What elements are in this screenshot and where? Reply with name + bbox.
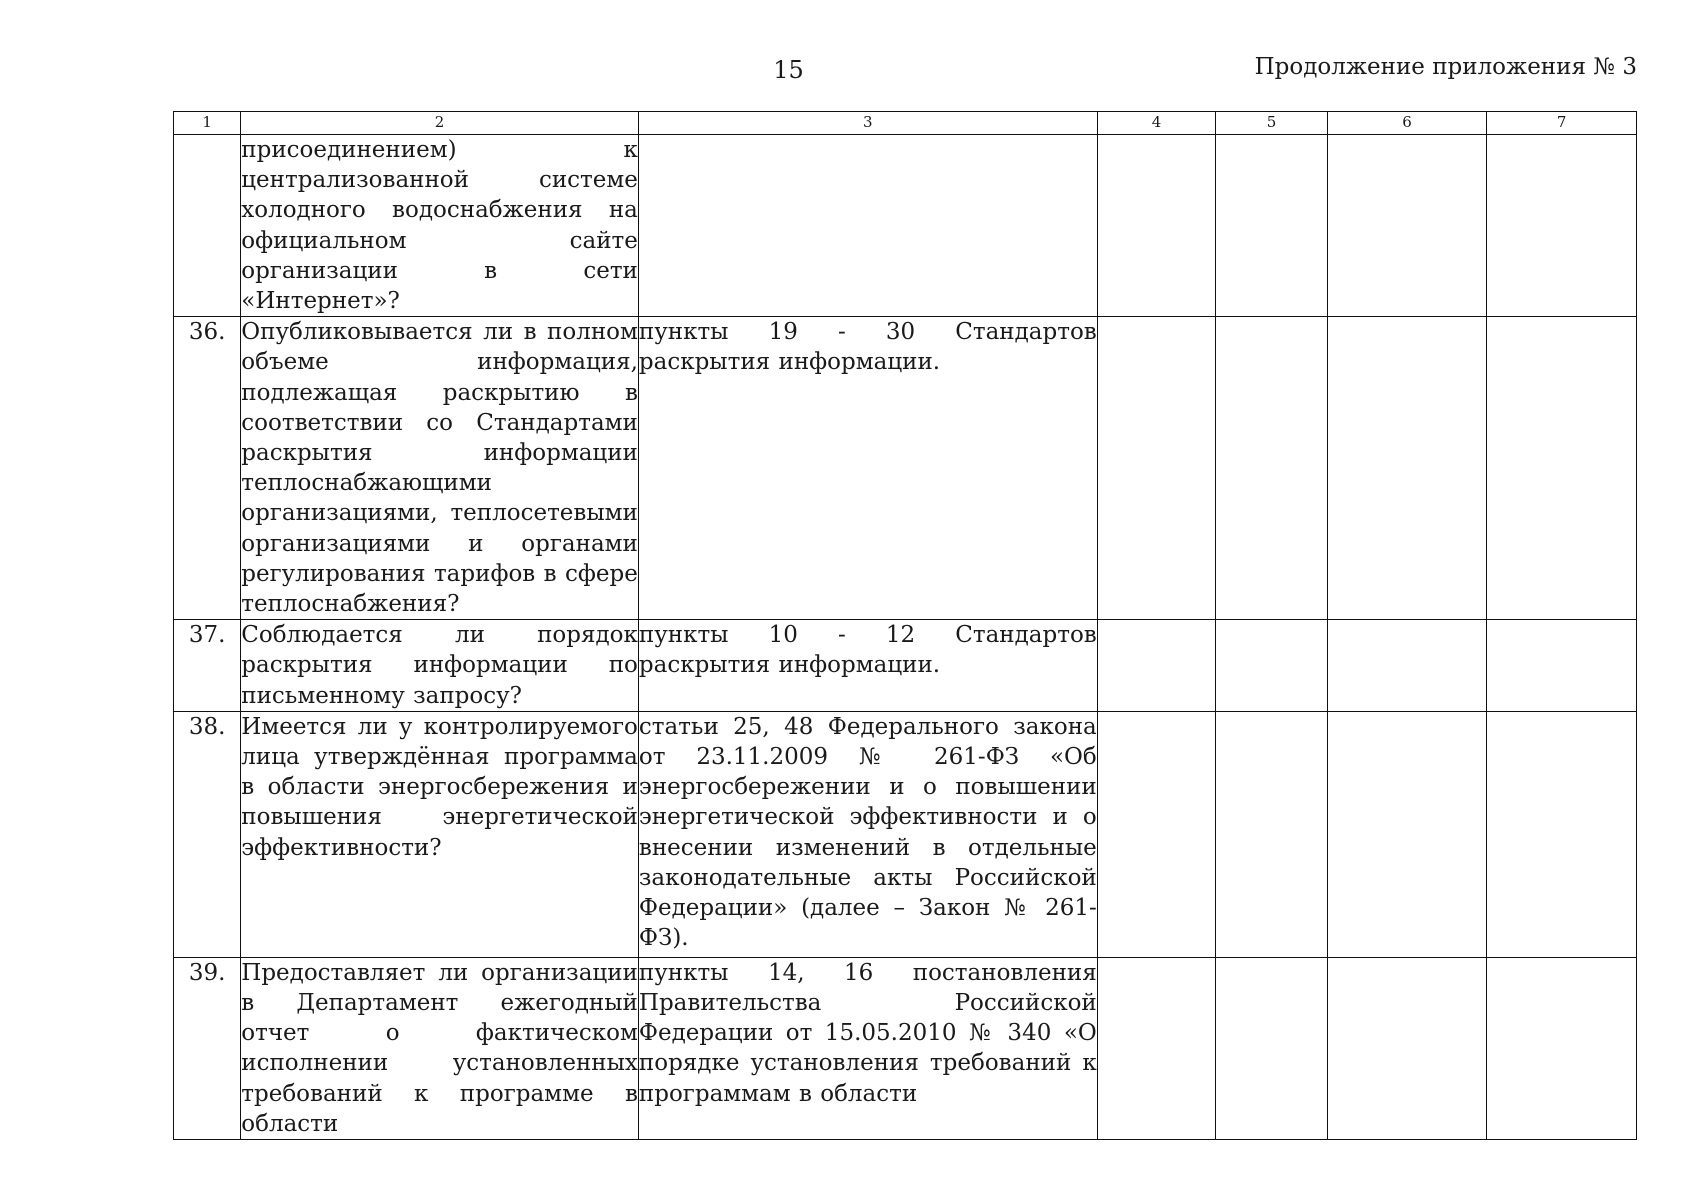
empty-cell (1487, 711, 1637, 957)
legal-reference: пункты 19 - 30 Стандартов раскрытия информации. (638, 317, 1097, 620)
column-header-6: 6 (1327, 112, 1487, 135)
question-text: Соблюдается ли порядок раскрытия информации по письменному запросу? (241, 620, 639, 712)
empty-cell (1097, 620, 1215, 712)
table-row (174, 620, 1637, 712)
column-header-3: 3 (638, 112, 1097, 135)
legal-reference: пункты 14, 16 постановления Правительства Российской Федерации от 15.05.2010 № 340 «О порядке установления требований к программам в области (638, 957, 1097, 1139)
table-row (174, 957, 1637, 1139)
empty-cell (1097, 135, 1215, 317)
column-header-7: 7 (1487, 112, 1637, 135)
legal-reference: пункты 10 - 12 Стандартов раскрытия информации. (638, 620, 1097, 712)
column-header-2: 2 (241, 112, 639, 135)
empty-cell (1097, 317, 1215, 620)
row-number: 38. (174, 711, 241, 957)
empty-cell (1487, 620, 1637, 712)
question-text: Имеется ли у контролируемого лица утверждённая программа в области энергосбережения и повышения энергетической эффективности? (241, 711, 639, 957)
question-text: Опубликовывается ли в полном объеме информация, подлежащая раскрытию в соответствии со Стандартами раскрытия информации теплоснабжающими организациями, теплосетевыми организациями и органами регулирования тарифов в сфере теплоснабжения? (241, 317, 639, 620)
question-text: Предоставляет ли организации в Департамент ежегодный отчет о фактическом исполнении установленных требований к программе в области (241, 957, 639, 1139)
empty-cell (1487, 135, 1637, 317)
empty-cell (1097, 957, 1215, 1139)
inspection-checklist-table (173, 111, 1637, 1140)
column-header-4: 4 (1097, 112, 1215, 135)
column-header-5: 5 (1216, 112, 1327, 135)
row-number: 39. (174, 957, 241, 1139)
empty-cell (1487, 317, 1637, 620)
empty-cell (1216, 957, 1327, 1139)
row-number: 37. (174, 620, 241, 712)
legal-reference (638, 135, 1097, 317)
empty-cell (1216, 317, 1327, 620)
page-number: 15 (773, 56, 804, 84)
legal-reference: статьи 25, 48 Федерального закона от 23.11.2009 № 261-ФЗ «Об энергосбережении и о повышении энергетической эффективности и о внесении изменений в отдельные законодательные акты Российской Федерации» (далее – Закон № 261-ФЗ). (638, 711, 1097, 957)
table-row (174, 711, 1637, 957)
table-row (174, 317, 1637, 620)
empty-cell (1097, 711, 1215, 957)
row-number (174, 135, 241, 317)
empty-cell (1327, 711, 1487, 957)
empty-cell (1487, 957, 1637, 1139)
column-header-1: 1 (174, 112, 241, 135)
question-text: присоединением) к централизованной системе холодного водоснабжения на официальном сайте организации в сети «Интернет»? (241, 135, 639, 317)
empty-cell (1216, 620, 1327, 712)
empty-cell (1216, 135, 1327, 317)
empty-cell (1327, 317, 1487, 620)
empty-cell (1327, 957, 1487, 1139)
empty-cell (1327, 620, 1487, 712)
appendix-continuation-label: Продолжение приложения № 3 (1254, 54, 1637, 80)
empty-cell (1216, 711, 1327, 957)
column-number-header-row (174, 112, 1637, 135)
table-row (174, 135, 1637, 317)
row-number: 36. (174, 317, 241, 620)
empty-cell (1327, 135, 1487, 317)
